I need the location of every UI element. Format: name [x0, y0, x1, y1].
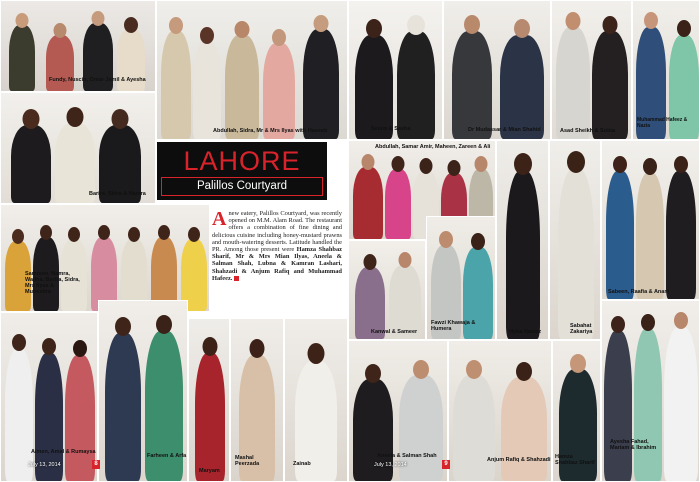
- caption: Sabahat Zakariya: [570, 323, 593, 335]
- caption: Zainab: [293, 461, 311, 467]
- photo-zainab: [284, 318, 348, 482]
- caption: Sabeen, Raafia & Anam: [608, 289, 670, 295]
- person: [9, 25, 35, 91]
- person: [664, 327, 698, 481]
- person: [634, 329, 662, 481]
- person: [506, 171, 540, 339]
- photo-aneela-salman: [348, 340, 448, 482]
- person: [65, 355, 95, 481]
- person: [452, 31, 492, 139]
- person: [193, 41, 221, 139]
- caption: Aimen, Amal & Rumaysa: [31, 449, 96, 455]
- caption: Asad Sheikh & Sobia: [560, 128, 616, 134]
- photo-sesim-sasha: [348, 0, 443, 140]
- person: [604, 331, 632, 481]
- person: [11, 125, 51, 203]
- photo-hamza-shahbaz-sharif: [552, 340, 601, 482]
- person: [225, 35, 259, 139]
- person: [556, 27, 590, 139]
- headline-box: [157, 142, 327, 200]
- person: [636, 173, 664, 299]
- person: [606, 171, 634, 299]
- photo-sabahat-zakariya: [549, 140, 601, 340]
- caption: Samreen, Namra, Wajiha, Barira, Sidra, Mrs Ilyas & Mubeshra: [25, 271, 80, 295]
- person: [666, 171, 696, 299]
- photo-abdullah-sidra-ilyas: [156, 0, 348, 140]
- caption: Sesim & Sasha: [371, 126, 411, 132]
- footer-date-left: July 13, 2014: [28, 462, 61, 468]
- caption: Kanwal & Sameer: [371, 329, 418, 335]
- photo-sabeen-raafia-anam: [601, 140, 700, 300]
- caption: Maryam: [199, 468, 220, 474]
- person: [592, 31, 628, 139]
- caption: Anjum Rafiq & Shahzadi: [487, 457, 551, 463]
- photo-hafeez-nazia: [632, 0, 700, 140]
- photo-asad-sobia: [551, 0, 632, 140]
- venue-title: Palillos Courtyard: [161, 177, 323, 196]
- page-number-left: 8: [92, 460, 100, 469]
- person: [263, 43, 295, 139]
- photo-fawzi-humera: [426, 216, 496, 340]
- article-body: new eatery, Palillos Courtyard, was recently opened on M.M. Alam Road. The restaurant offers a combination of fine dining and delicious cuisine including honey-mustard prawns and mouth-watering desserts. Latitude handled the PR. Among those present were: [212, 210, 342, 254]
- photo-anjum-shahzadi: [448, 340, 552, 482]
- person: [161, 31, 191, 139]
- page-number-right: 9: [442, 460, 450, 469]
- photo-mudassar-shahid: [443, 0, 551, 140]
- footer-date-right: July 13, 2014: [374, 462, 407, 468]
- caption: Hyba Nawaz: [509, 329, 542, 335]
- caption: Ayesha Fahad, Mariam & Ibrahim: [610, 439, 657, 451]
- caption: Hamza Shahbaz Sharif: [555, 454, 595, 466]
- person: [385, 169, 411, 239]
- photo-samreen-namra-group: [0, 204, 210, 312]
- photo-kanwal-sameer: [348, 240, 426, 340]
- photo-barira-sidra-namra: [0, 92, 156, 204]
- dropcap: A: [212, 208, 227, 230]
- photo-mashal-peerzada: [230, 318, 284, 482]
- caption: Barira, Sidra & Namra: [89, 191, 146, 197]
- article-names: Hamza Shahbaz Sharif, Mr & Mrs Mian Ilyas, Aneela & Salman Shah, Lubna & Kamran Lashari, Shahzadi & Anjum Rafiq and Muhammad Hafeez.: [212, 246, 342, 282]
- photo-aimen-amal-rumaysa: [0, 312, 98, 482]
- city-title: LAHORE: [183, 146, 301, 176]
- photo-maryam: [188, 318, 230, 482]
- caption: Muhammad Hafeez & Nazia: [637, 117, 688, 129]
- caption: Mashal Peerzada: [235, 455, 260, 467]
- person: [501, 377, 547, 481]
- person: [105, 333, 141, 481]
- end-mark-icon: [234, 276, 239, 281]
- caption: Fundy, Nuscin, Omar Jamil & Ayesha: [49, 77, 146, 83]
- person: [355, 35, 393, 139]
- photo-hyba-nawaz: [496, 140, 549, 340]
- caption: Fawzi Khawaja & Humera: [431, 320, 476, 332]
- person: [195, 353, 225, 481]
- person: [353, 167, 383, 239]
- photo-farheen-arfa: [98, 300, 188, 482]
- caption: Dr Mudassar & Mian Shahid: [468, 127, 541, 133]
- person: [558, 169, 594, 339]
- caption: Abdullah, Samar Amir, Maheen, Zareen & Ali: [375, 144, 491, 150]
- person: [389, 265, 421, 339]
- person: [303, 29, 339, 139]
- caption: Farheen & Arfa: [147, 453, 187, 459]
- caption: Abdullah, Sidra, Mr & Mrs Ilyas with Haseeb: [213, 128, 328, 134]
- photo-fundy-nuscin-omar-ayesha: [0, 0, 156, 92]
- photo-ayesha-mariam-ibrahim: [601, 300, 700, 482]
- caption: Aneela & Salman Shah: [377, 453, 437, 459]
- person: [500, 35, 544, 139]
- person: [397, 31, 435, 139]
- person: [453, 375, 495, 481]
